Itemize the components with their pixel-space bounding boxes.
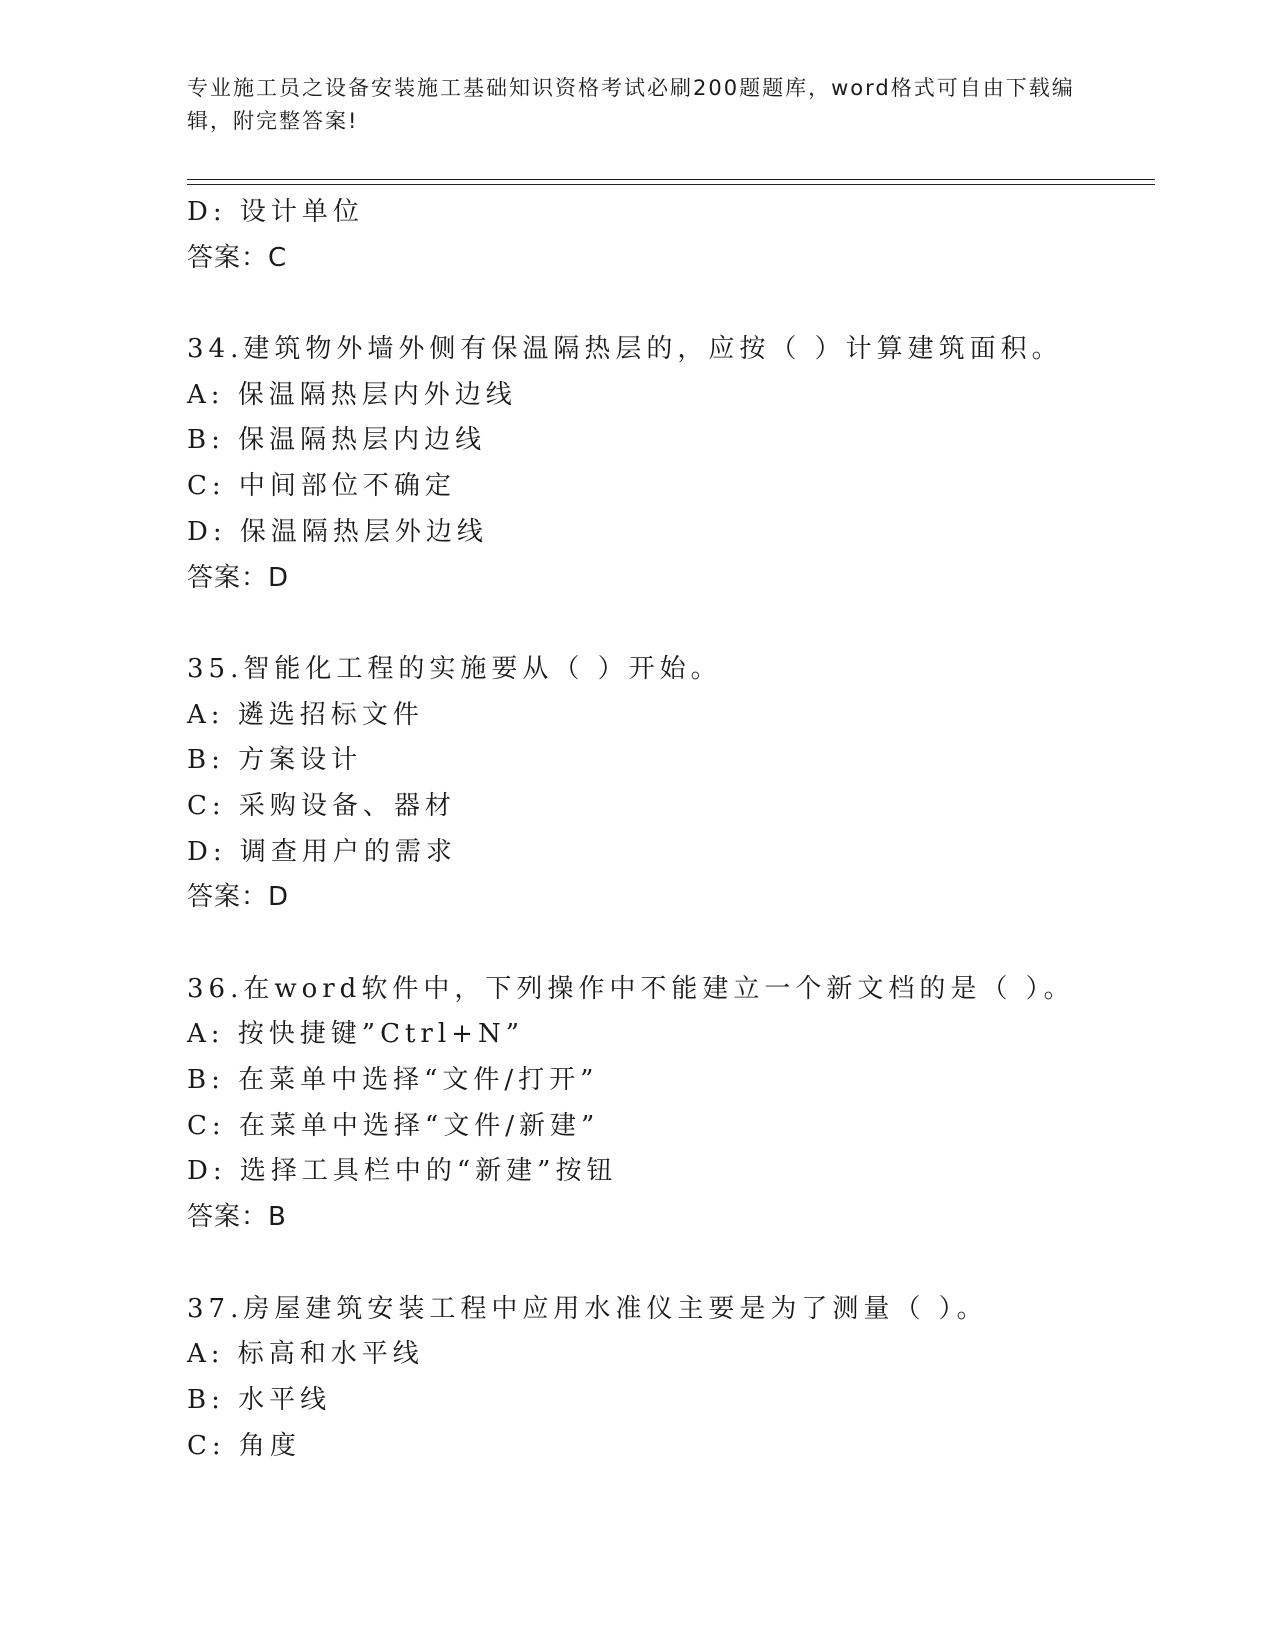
- option-b: B: 在菜单中选择“文件/打开”: [187, 1065, 599, 1096]
- previous-option-d: D: 设计单位: [187, 197, 364, 227]
- option-a: A: 按快捷键”Ctrl+N”: [187, 1019, 525, 1050]
- option-b: B: 方案设计: [187, 745, 363, 776]
- option-b: B: 水平线: [187, 1384, 332, 1415]
- answer: 答案：B: [187, 1202, 287, 1233]
- spacer: [187, 1241, 1155, 1287]
- option-c: C: 采购设备、器材: [187, 790, 456, 821]
- answer: 答案：D: [187, 882, 290, 913]
- option-d: D: 保温隔热层外边线: [187, 516, 488, 547]
- question-list: [187, 190, 1155, 1469]
- option-c: C: 角度: [187, 1430, 301, 1461]
- spacer: [187, 921, 1155, 967]
- question-stem: 36.在word软件中，下列操作中不能建立一个新文档的是（ ）。: [187, 973, 1075, 1004]
- option-b: B: 保温隔热层内边线: [187, 425, 487, 456]
- option-d: D: 调查用户的需求: [187, 836, 457, 867]
- option-a: A: 遴选招标文件: [187, 699, 424, 730]
- question-stem: 35.智能化工程的实施要从（ ）开始。: [187, 653, 722, 684]
- answer: 答案：D: [187, 562, 290, 593]
- option-a: A: 保温隔热层内外边线: [187, 379, 517, 410]
- page-header: [187, 72, 1077, 138]
- question-35: [187, 647, 1155, 921]
- option-a: A: 标高和水平线: [187, 1339, 424, 1370]
- question-stem: 34.建筑物外墙外侧有保温隔热层的，应按（ ）计算建筑面积。: [187, 334, 1063, 365]
- header-double-rule: [187, 179, 1155, 185]
- previous-answer: 答案：C: [187, 242, 288, 273]
- question-stem: 37.房屋建筑安装工程中应用水准仪主要是为了测量（ ）。: [187, 1293, 988, 1324]
- spacer: [187, 281, 1155, 327]
- question-34: [187, 327, 1155, 601]
- option-c: C: 中间部位不确定: [187, 471, 456, 502]
- question-37: [187, 1287, 1155, 1470]
- option-c: C: 在菜单中选择“文件/新建”: [187, 1110, 600, 1141]
- page-title: 专业施工员之设备安装施工基础知识资格考试必刷200题题库，word格式可自由下载编辑，附完整答案!: [187, 76, 1075, 133]
- question-36: [187, 967, 1155, 1241]
- spacer: [187, 601, 1155, 647]
- option-d: D: 选择工具栏中的“新建”按钮: [187, 1156, 618, 1187]
